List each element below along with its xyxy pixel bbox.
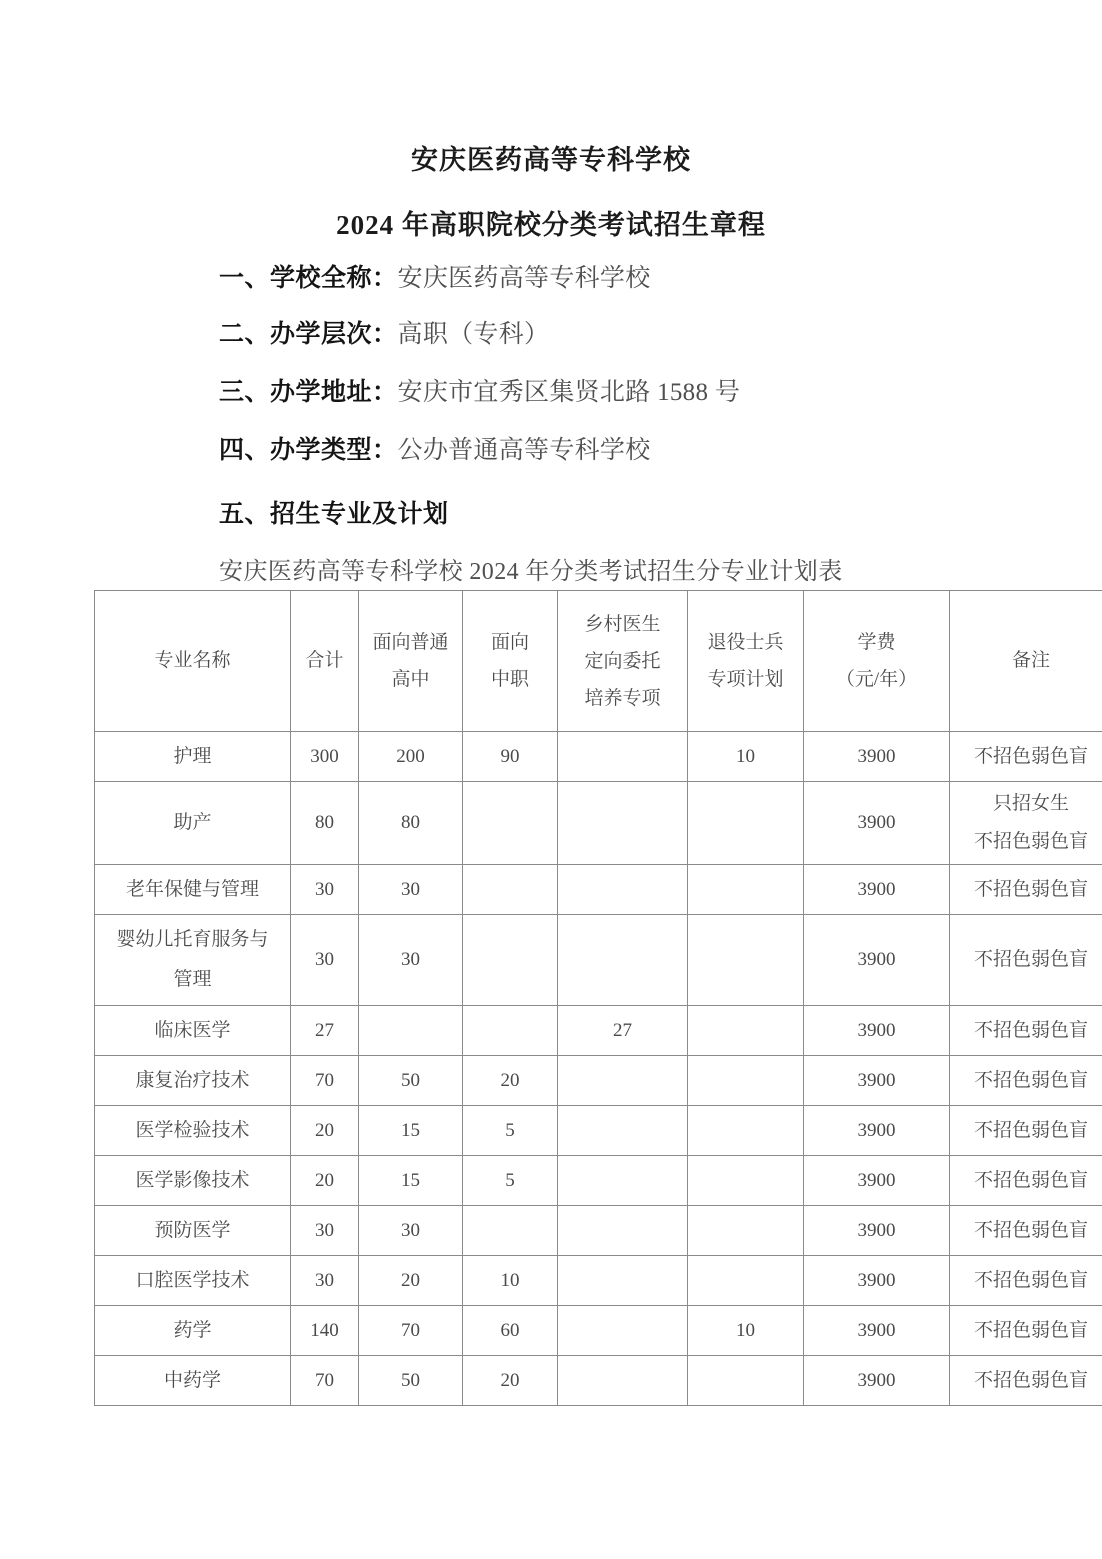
cell-veteran [688, 1056, 804, 1106]
table-row [95, 732, 1102, 782]
column-header-vocational [463, 591, 558, 732]
cell-major: 预防医学 [95, 1206, 291, 1256]
column-header-senior-high [359, 591, 463, 732]
cell-major [95, 915, 291, 1006]
cell-rural-doctor [558, 1106, 688, 1156]
info-label-type: 四、办学类型： [219, 437, 398, 464]
cell-tuition: 3900 [804, 1056, 950, 1106]
table-row [95, 1206, 1102, 1256]
cell-veteran [688, 915, 804, 1006]
cell-veteran: 10 [688, 1306, 804, 1356]
cell-remark: 不招色弱色盲 [950, 915, 1102, 1006]
cell-vocational: 20 [463, 1356, 558, 1406]
cell-remark: 不招色弱色盲 [950, 1256, 1102, 1306]
cell-major: 医学影像技术 [95, 1156, 291, 1206]
column-header-rural-doctor-line2: 定向委托 [584, 650, 661, 672]
cell-vocational [463, 1206, 558, 1256]
cell-tuition: 3900 [804, 1106, 950, 1156]
cell-veteran [688, 1156, 804, 1206]
cell-vocational: 5 [463, 1156, 558, 1206]
cell-tuition: 3900 [804, 1256, 950, 1306]
column-header-senior-high-line2: 高中 [391, 669, 430, 690]
column-header-vocational-line1: 面向 [490, 632, 529, 653]
cell-veteran [688, 1256, 804, 1306]
cell-veteran [688, 782, 804, 865]
cell-vocational: 10 [463, 1256, 558, 1306]
info-value-school-name: 安庆医药高等专科学校 [397, 265, 651, 292]
cell-senior-high: 80 [359, 782, 463, 865]
table-row [95, 1256, 1102, 1306]
column-header-rural-doctor-line3: 培养专项 [584, 687, 661, 709]
cell-total: 20 [291, 1156, 359, 1206]
cell-tuition: 3900 [804, 1006, 950, 1056]
cell-remark: 不招色弱色盲 [950, 1156, 1102, 1206]
cell-total: 20 [291, 1106, 359, 1156]
table-row [95, 915, 1102, 1006]
table-caption: 安庆医药高等专科学校 2024 年分类考试招生分专业计划表 [219, 559, 843, 585]
cell-tuition: 3900 [804, 782, 950, 865]
cell-senior-high: 50 [359, 1056, 463, 1106]
cell-veteran [688, 865, 804, 915]
cell-major: 助产 [95, 782, 291, 865]
info-value-level: 高职（专科） [397, 321, 550, 348]
info-line-type [219, 435, 651, 467]
cell-senior-high [359, 1006, 463, 1056]
cell-tuition: 3900 [804, 1356, 950, 1406]
info-value-type: 公办普通高等专科学校 [397, 437, 651, 464]
cell-senior-high: 30 [359, 915, 463, 1006]
cell-total: 30 [291, 915, 359, 1006]
cell-total: 27 [291, 1006, 359, 1056]
cell-total: 140 [291, 1306, 359, 1356]
cell-veteran [688, 1356, 804, 1406]
column-header-senior-high-line1: 面向普通 [372, 632, 449, 653]
table-row [95, 1356, 1102, 1406]
cell-total: 70 [291, 1356, 359, 1406]
cell-remark: 不招色弱色盲 [950, 732, 1102, 782]
cell-senior-high: 15 [359, 1156, 463, 1206]
column-header-total: 合计 [291, 591, 359, 732]
cell-total: 300 [291, 732, 359, 782]
column-header-vocational-line2: 中职 [490, 669, 529, 690]
cell-vocational: 60 [463, 1306, 558, 1356]
admission-plan-table-wrapper [94, 590, 1088, 1406]
cell-veteran: 10 [688, 732, 804, 782]
cell-rural-doctor [558, 1056, 688, 1106]
cell-total: 70 [291, 1056, 359, 1106]
cell-vocational [463, 865, 558, 915]
column-header-tuition-line2: （元/年） [835, 669, 918, 690]
cell-senior-high: 70 [359, 1306, 463, 1356]
cell-vocational: 5 [463, 1106, 558, 1156]
table-row [95, 1006, 1102, 1056]
column-header-rural-doctor-line1: 乡村医生 [584, 613, 661, 635]
table-row [95, 1106, 1102, 1156]
page-title-subject: 2024 年高职院校分类考试招生章程 [336, 210, 766, 240]
column-header-tuition [804, 591, 950, 732]
cell-remark: 不招色弱色盲 [950, 1006, 1102, 1056]
cell-major: 药学 [95, 1306, 291, 1356]
cell-senior-high: 30 [359, 865, 463, 915]
cell-remark: 不招色弱色盲 [950, 1056, 1102, 1106]
cell-remark: 不招色弱色盲 [950, 1206, 1102, 1256]
cell-total: 80 [291, 782, 359, 865]
cell-vocational: 90 [463, 732, 558, 782]
cell-senior-high: 30 [359, 1206, 463, 1256]
cell-senior-high: 200 [359, 732, 463, 782]
cell-major: 中药学 [95, 1356, 291, 1406]
cell-rural-doctor [558, 1206, 688, 1256]
info-line-school-name [219, 263, 651, 295]
cell-rural-doctor [558, 1306, 688, 1356]
cell-rural-doctor [558, 865, 688, 915]
cell-major: 临床医学 [95, 1006, 291, 1056]
column-header-veteran-line2: 专项计划 [707, 669, 784, 690]
cell-rural-doctor [558, 1156, 688, 1206]
cell-rural-doctor [558, 915, 688, 1006]
column-header-veteran-line1: 退役士兵 [707, 632, 784, 653]
cell-vocational: 20 [463, 1056, 558, 1106]
cell-veteran [688, 1006, 804, 1056]
table-row [95, 865, 1102, 915]
admission-plan-table [94, 590, 1102, 1406]
info-line-address [219, 377, 740, 409]
cell-major-line1: 婴幼儿托育服务与 [116, 929, 269, 950]
cell-veteran [688, 1206, 804, 1256]
cell-tuition: 3900 [804, 1206, 950, 1256]
cell-senior-high: 50 [359, 1356, 463, 1406]
cell-tuition: 3900 [804, 1306, 950, 1356]
cell-major-line2: 管理 [173, 969, 212, 990]
column-header-veteran [688, 591, 804, 732]
cell-major: 护理 [95, 732, 291, 782]
cell-rural-doctor [558, 732, 688, 782]
cell-rural-doctor [558, 1356, 688, 1406]
page-title-school: 安庆医药高等专科学校 [411, 145, 691, 175]
cell-rural-doctor [558, 782, 688, 865]
column-header-remark: 备注 [950, 591, 1102, 732]
table-row [95, 1156, 1102, 1206]
cell-major: 康复治疗技术 [95, 1056, 291, 1106]
cell-total: 30 [291, 1256, 359, 1306]
cell-total: 30 [291, 865, 359, 915]
section-heading-five: 五、招生专业及计划 [219, 501, 449, 528]
cell-remark [950, 782, 1102, 865]
info-line-level [219, 319, 549, 351]
cell-vocational [463, 915, 558, 1006]
info-value-address: 安庆市宜秀区集贤北路 1588 号 [397, 379, 741, 406]
cell-remark-line1: 只招女生 [992, 793, 1069, 814]
column-header-tuition-line1: 学费 [857, 632, 896, 653]
info-label-level: 二、办学层次： [219, 321, 398, 348]
cell-vocational [463, 782, 558, 865]
table-row [95, 1056, 1102, 1106]
cell-tuition: 3900 [804, 915, 950, 1006]
table-header-row [95, 591, 1102, 732]
info-label-address: 三、办学地址： [219, 379, 398, 406]
cell-remark: 不招色弱色盲 [950, 1106, 1102, 1156]
cell-tuition: 3900 [804, 1156, 950, 1206]
cell-senior-high: 20 [359, 1256, 463, 1306]
table-row [95, 1306, 1102, 1356]
cell-tuition: 3900 [804, 732, 950, 782]
cell-senior-high: 15 [359, 1106, 463, 1156]
cell-veteran [688, 1106, 804, 1156]
column-header-rural-doctor [558, 591, 688, 732]
cell-remark: 不招色弱色盲 [950, 865, 1102, 915]
cell-major: 口腔医学技术 [95, 1256, 291, 1306]
info-label-school-name: 一、学校全称： [219, 265, 398, 292]
cell-remark: 不招色弱色盲 [950, 1306, 1102, 1356]
cell-major: 老年保健与管理 [95, 865, 291, 915]
cell-remark: 不招色弱色盲 [950, 1356, 1102, 1406]
cell-major: 医学检验技术 [95, 1106, 291, 1156]
cell-tuition: 3900 [804, 865, 950, 915]
cell-total: 30 [291, 1206, 359, 1256]
cell-rural-doctor [558, 1256, 688, 1306]
cell-remark-line2: 不招色弱色盲 [973, 831, 1088, 852]
cell-rural-doctor: 27 [558, 1006, 688, 1056]
cell-vocational [463, 1006, 558, 1056]
column-header-major: 专业名称 [95, 591, 291, 732]
table-row [95, 782, 1102, 865]
